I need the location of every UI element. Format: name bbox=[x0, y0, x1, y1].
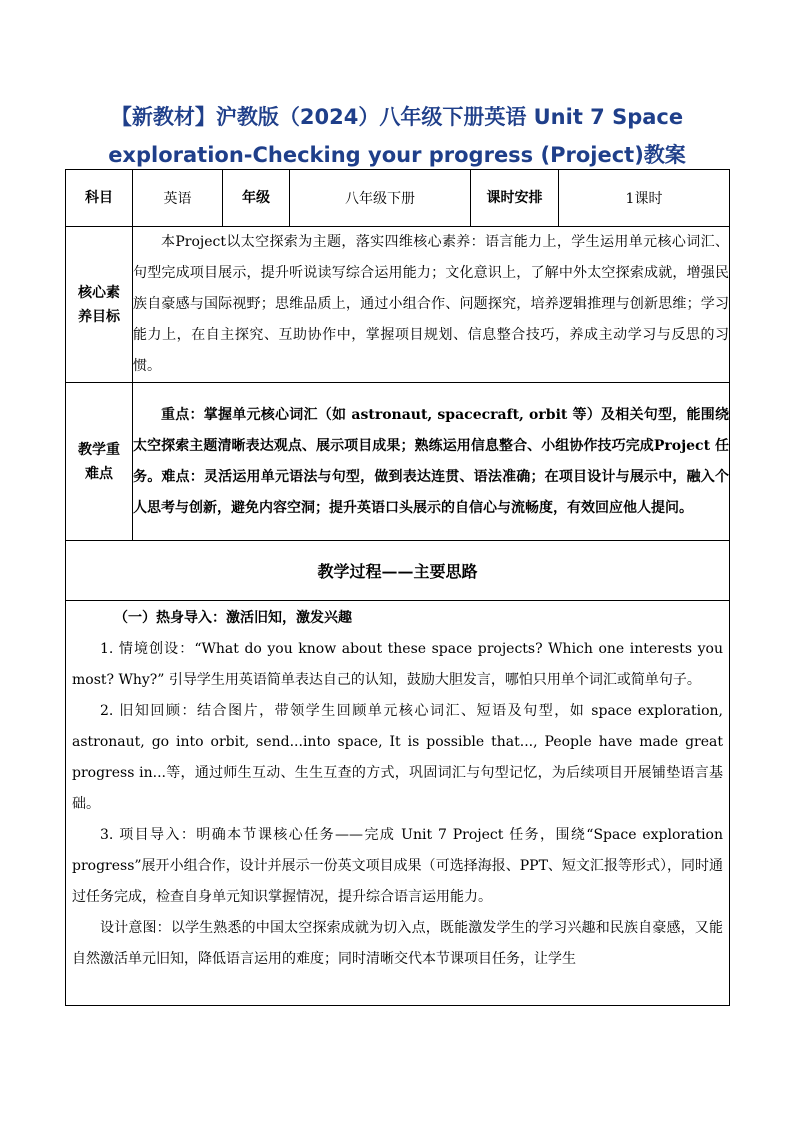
core-literacy-label: 核心素养目标 bbox=[66, 227, 133, 383]
process-heading: 教学过程——主要思路 bbox=[66, 541, 730, 601]
process-item-3: 3. 项目导入：明确本节课核心任务——完成 Unit 7 Project 任务，围绕“Space exploration progress”展开小组合作，设计并展示一份英文项目成果（可选择海报、PPT、短文汇报等形式），同时通过任务完成，检查自身单元知识掌握情况，提升综合语言运用能力。 bbox=[72, 827, 723, 905]
section-warmup-heading: （一）热身导入：激活旧知，激发兴趣 bbox=[114, 610, 352, 626]
key-points-text: 重点：掌握单元核心词汇（如 astronaut, spacecraft, orbit 等）及相关句型，能围绕太空探索主题清晰表达观点、展示项目成果；熟练运用信息整合、小组协作技巧完成Project 任务。难点：灵活运用单元语法与句型，做到表达连贯、语法准确；在项目设计与展示中，融入个人思考与创新，避免内容空洞；提升英语口头展示的自信心与流畅度，有效回应他人提问。 bbox=[133, 383, 730, 541]
subject-value: 英语 bbox=[133, 170, 223, 227]
hours-value: 1课时 bbox=[559, 170, 730, 227]
process-heading-row bbox=[66, 541, 730, 601]
key-points-label: 教学重难点 bbox=[66, 383, 133, 541]
title-line-1: 【新教材】沪教版（2024）八年级下册英语 Unit 7 Space bbox=[110, 105, 684, 129]
process-body-row bbox=[66, 601, 730, 1006]
subject-label: 科目 bbox=[66, 170, 133, 227]
process-body bbox=[66, 601, 730, 1006]
grade-label: 年级 bbox=[223, 170, 290, 227]
core-literacy-row bbox=[66, 227, 730, 383]
lesson-plan-table bbox=[65, 169, 730, 1006]
process-item-1: 1. 情境创设：“What do you know about these space projects? Which one interests you most? Why?” 引导学生用英语简单表达自己的认知，鼓励大胆发言，哪怕只用单个词汇或简单句子。 bbox=[72, 641, 723, 688]
document-title bbox=[0, 98, 794, 174]
key-points-row bbox=[66, 383, 730, 541]
grade-value: 八年级下册 bbox=[290, 170, 471, 227]
info-row bbox=[66, 170, 730, 227]
process-item-2: 2. 旧知回顾：结合图片，带领学生回顾单元核心词汇、短语及句型，如 space exploration, astronaut, go into orbit, send...into space, It is possible that..., People have made great progress in...等，通过师生互动、生生互查的方式，巩固词汇与句型记忆，为后续项目开展铺垫语言基础。 bbox=[72, 703, 723, 812]
design-intent: 设计意图：以学生熟悉的中国太空探索成就为切入点，既能激发学生的学习兴趣和民族自豪感，又能自然激活单元旧知，降低语言运用的难度；同时清晰交代本节课项目任务，让学生 bbox=[72, 920, 723, 967]
hours-label: 课时安排 bbox=[471, 170, 559, 227]
core-literacy-text: 本Project以太空探索为主题，落实四维核心素养：语言能力上，学生运用单元核心词汇、句型完成项目展示，提升听说读写综合运用能力；文化意识上，了解中外太空探索成就，增强民族自豪感与国际视野；思维品质上，通过小组合作、问题探究，培养逻辑推理与创新思维；学习能力上，在自主探究、互助协作中，掌握项目规划、信息整合技巧，养成主动学习与反思的习惯。 bbox=[133, 227, 730, 383]
title-line-2: exploration-Checking your progress (Project)教案 bbox=[108, 143, 686, 167]
